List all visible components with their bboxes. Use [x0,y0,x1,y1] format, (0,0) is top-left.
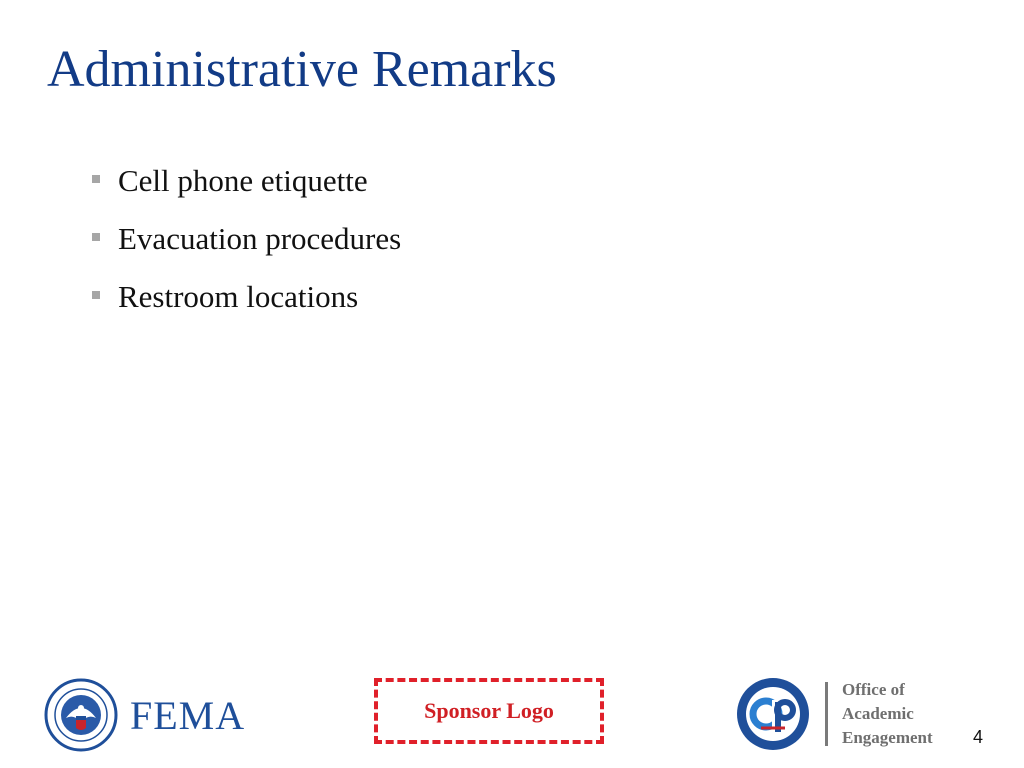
office-of-academic-engagement-logo [735,676,933,752]
oae-line: Office of [842,680,905,699]
bullet-marker-icon [92,291,100,299]
logo-divider [825,682,828,746]
oae-wordmark [842,678,933,750]
bullet-item [92,210,401,268]
bullet-item [92,152,401,210]
oae-line: Engagement [842,728,933,747]
bullet-list [92,152,401,326]
campus-resilience-seal-icon [735,676,811,752]
bullet-text: Restroom locations [118,279,359,314]
fema-wordmark: FEMA [130,692,246,738]
page-number: 4 [973,727,984,747]
fema-logo [44,678,245,752]
dhs-seal-icon [44,678,118,752]
slide-title: Administrative Remarks [47,41,557,98]
bullet-text: Evacuation procedures [118,221,402,256]
bullet-marker-icon [92,175,100,183]
sponsor-logo-label: Sponsor Logo [424,698,554,723]
bullet-text: Cell phone etiquette [118,163,368,198]
oae-line: Academic [842,704,914,723]
bullet-marker-icon [92,233,100,241]
sponsor-logo-placeholder [374,678,604,744]
bullet-item [92,268,401,326]
